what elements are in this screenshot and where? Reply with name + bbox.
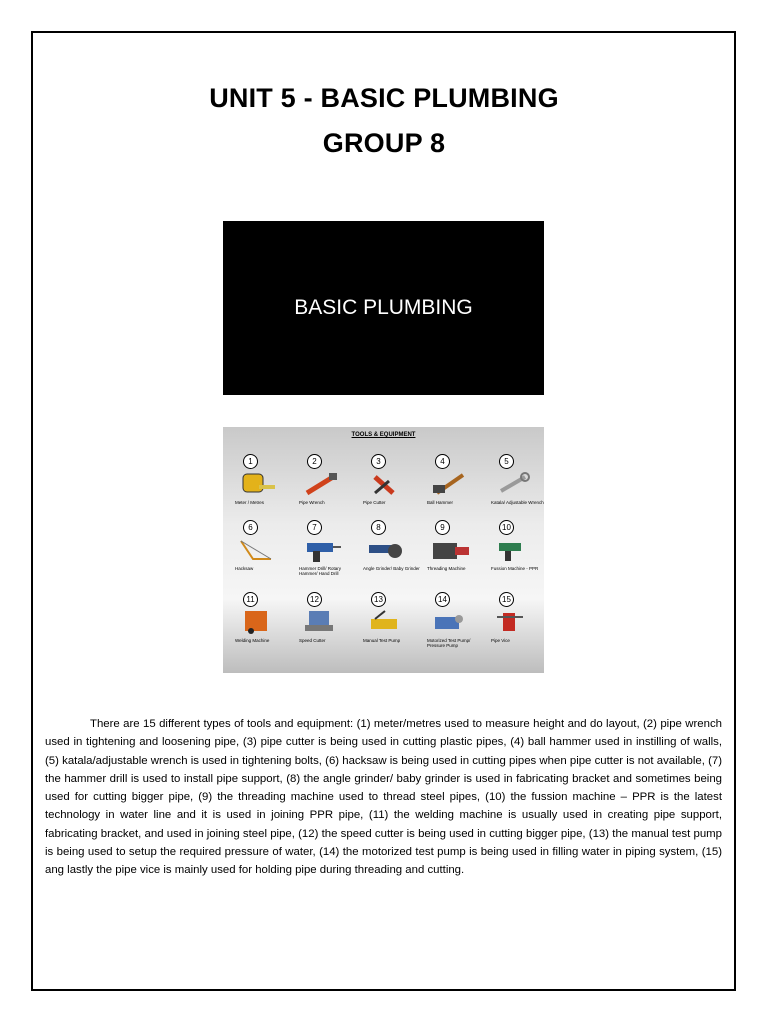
tool-number: 5 <box>499 454 514 469</box>
tool-number: 9 <box>435 520 450 535</box>
tool-number: 13 <box>371 592 386 607</box>
tool-number: 7 <box>307 520 322 535</box>
tool-label: Motorized Test Pump/ Pressure Pump <box>427 638 471 648</box>
pressure-pump-icon <box>429 609 469 635</box>
tool-number: 14 <box>435 592 450 607</box>
tool-label: Fussion Machine - PPR <box>491 566 539 571</box>
tools-description-paragraph: There are 15 different types of tools and equipment: (1) meter/metres used to measure height and do layout, (2) pipe wrench used in tightening and loosening pipe, (3) pipe cutter is being used in cutting plastic pipes, (4) ball hammer used in instilling of walls, (5) katala/adjustable wrench is used in tightening bolts, (6) hacksaw is being used in cutting pipes when pipe cutter is not available, (7) the hammer drill is used to install pipe support, (8) the angle grinder/ baby grinder is used in fabricating bracket and sometimes being used for cutting bigger pipe, (9) the threading machine used to thread steel pipes, (10) the fussion machine – PPR is the latest technology in water line and it is used in joining PPR pipe, (11) the welding machine is usually used in creating pipe support, fabricating bracket, and used in joining steel pipe, (12) the speed cutter is being used in cutting bigger pipe, (13) the manual test pump is being used to setup the required pressure of water, (14) the motorized test pump is being used in filling water in piping system, (15) ang lastly the pipe vice is mainly used for holding pipe during threading and cutting. <box>45 718 722 877</box>
banner-text: BASIC PLUMBING <box>294 296 473 319</box>
tools-and-equipment-image <box>223 427 544 673</box>
tool-number: 3 <box>371 454 386 469</box>
tool-number: 12 <box>307 592 322 607</box>
group-title: GROUP 8 <box>322 128 446 158</box>
tool-number: 2 <box>307 454 322 469</box>
tool-welding-machine <box>231 592 295 670</box>
document-title: UNIT 5 - BASIC PLUMBING <box>209 83 559 113</box>
tool-label: Katala/ Adjustable Wrench <box>491 500 544 505</box>
basic-plumbing-banner-image <box>223 221 544 395</box>
pipe-vice-icon <box>493 609 533 635</box>
tool-speed-cutter <box>295 592 359 670</box>
threading-machine-icon <box>429 537 473 563</box>
tool-label: Pipe Vice <box>491 638 510 643</box>
tool-number: 8 <box>371 520 386 535</box>
hammer-drill-icon <box>301 537 341 563</box>
tool-number: 1 <box>243 454 258 469</box>
pipe-wrench-icon <box>301 471 341 497</box>
tool-label: Welding Machine <box>235 638 270 643</box>
pipe-cutter-icon <box>365 471 405 497</box>
adjustable-wrench-icon <box>493 471 533 497</box>
hacksaw-icon <box>237 537 277 563</box>
tool-hammer-drill <box>295 520 359 598</box>
tool-label: Pipe Wrench <box>299 500 325 505</box>
tool-label: Meter / Metres <box>235 500 265 505</box>
test-pump-icon <box>365 609 405 635</box>
tool-number: 6 <box>243 520 258 535</box>
tool-motorized-test-pump <box>423 592 487 670</box>
tool-number: 15 <box>499 592 514 607</box>
angle-grinder-icon <box>365 537 405 563</box>
tape-measure-icon <box>237 471 277 497</box>
tool-hacksaw <box>231 520 295 598</box>
tool-number: 11 <box>243 592 258 607</box>
tool-label: Threading Machine <box>427 566 466 571</box>
tool-number: 4 <box>435 454 450 469</box>
hammer-icon <box>429 471 469 497</box>
speed-cutter-icon <box>301 609 341 635</box>
tool-number: 10 <box>499 520 514 535</box>
tool-manual-test-pump <box>359 592 423 670</box>
tools-image-title: TOOLS & EQUIPMENT <box>351 432 416 438</box>
tool-label: Ball Hammer <box>427 500 454 505</box>
tool-label: Hammer Drill/ Rotary Hammer/ Hand Drill <box>299 566 342 576</box>
tool-label: Pipe Cutter <box>363 500 386 505</box>
tool-label: Angle Grinder/ Baby Grinder <box>363 566 420 571</box>
tool-label: Hacksaw <box>235 566 254 571</box>
tool-pipe-vice <box>487 592 544 670</box>
tool-angle-grinder <box>359 520 423 598</box>
tool-fussion-machine <box>487 520 544 598</box>
tool-label: Speed Cutter <box>299 638 326 643</box>
tool-label: Manual Test Pump <box>363 638 401 643</box>
welding-machine-icon <box>237 609 277 635</box>
tool-threading-machine <box>423 520 487 598</box>
fusion-machine-icon <box>493 537 533 563</box>
